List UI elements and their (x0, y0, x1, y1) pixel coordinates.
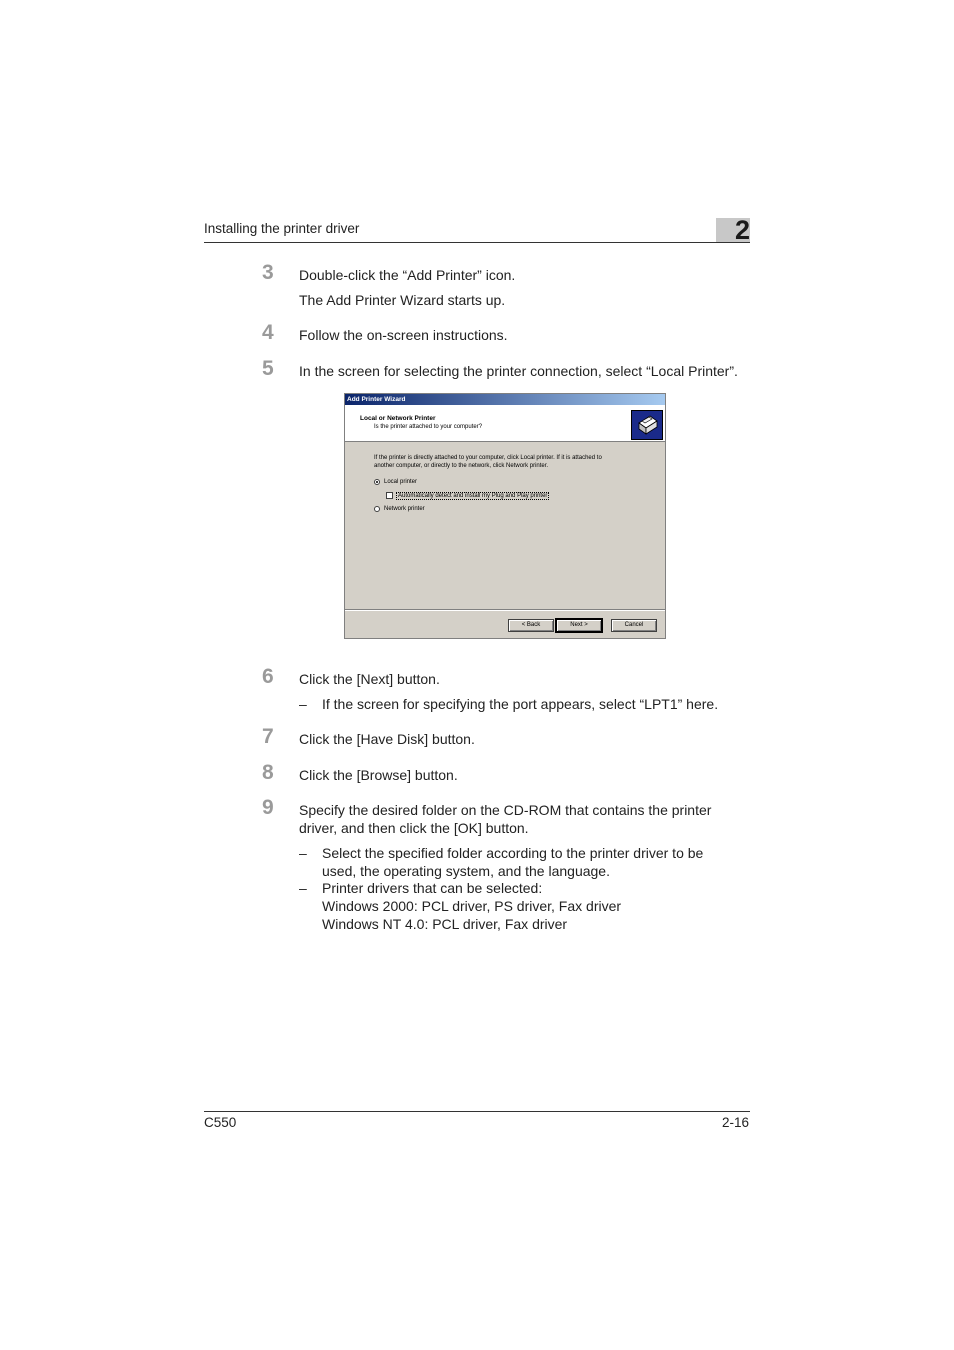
bullet-text: Windows NT 4.0: PCL driver, Fax driver (322, 916, 568, 932)
bullet-text: Select the specified folder according to the printer driver to be (322, 845, 704, 861)
step-text: Click the [Browse] button. (299, 767, 458, 783)
running-header: Installing the printer driver (204, 221, 360, 236)
bullet-text: Printer drivers that can be selected: (322, 880, 543, 896)
next-button[interactable]: Next > (556, 619, 602, 632)
step-number: 8 (262, 761, 274, 784)
dialog-description (374, 454, 654, 470)
step-text: Follow the on-screen instructions. (299, 327, 508, 343)
footer-page-number: 2-16 (721, 1115, 749, 1130)
step-text: Click the [Next] button. (299, 671, 440, 687)
step-number: 5 (262, 357, 274, 380)
description-line: If the printer is directly attached to your computer, click Local printer. If it is attached to (374, 455, 602, 461)
dialog-header (345, 405, 665, 442)
step-number: 4 (262, 321, 274, 344)
local-printer-option[interactable] (374, 479, 417, 485)
printer-icon (631, 410, 663, 440)
back-button[interactable]: < Back (508, 619, 554, 632)
radio-selected-icon[interactable] (374, 479, 380, 485)
network-printer-label: Network printer (384, 506, 425, 512)
dialog-heading: Local or Network Printer (360, 415, 436, 422)
bullet-text: If the screen for specifying the port appears, select “LPT1” here. (322, 696, 719, 712)
bullet-dash: – (299, 696, 307, 712)
header-rule (204, 242, 750, 243)
chapter-number: 2 (734, 215, 750, 245)
dialog-subheading: Is the printer attached to your computer? (374, 424, 483, 430)
step-text: Specify the desired folder on the CD-ROM that contains the printer (299, 802, 712, 818)
add-printer-wizard-dialog (344, 393, 666, 639)
autodetect-option[interactable] (386, 492, 548, 499)
bullet-dash: – (299, 845, 307, 861)
bullet-dash: – (299, 880, 307, 896)
step-text: In the screen for selecting the printer connection, select “Local Printer”. (299, 363, 738, 379)
network-printer-option[interactable] (374, 506, 425, 512)
cancel-button[interactable]: Cancel (611, 619, 657, 632)
footer-rule (204, 1111, 750, 1112)
footer-model: C550 (204, 1115, 237, 1130)
local-printer-label: Local printer (384, 479, 418, 485)
dialog-title-bar: Add Printer Wizard (345, 394, 665, 405)
step-number: 6 (262, 665, 274, 688)
step-number: 3 (262, 261, 274, 284)
step-text: Click the [Have Disk] button. (299, 731, 475, 747)
radio-unselected-icon[interactable] (374, 506, 380, 512)
step-note: The Add Printer Wizard starts up. (299, 292, 506, 308)
bullet-text: Windows 2000: PCL driver, PS driver, Fax driver (322, 898, 622, 914)
dialog-separator (345, 609, 665, 611)
bullet-text: used, the operating system, and the language. (322, 863, 610, 879)
description-line: another computer, or directly to the network, click Network printer. (374, 463, 549, 469)
step-number: 7 (262, 725, 274, 748)
step-text: Double-click the “Add Printer” icon. (299, 267, 516, 283)
autodetect-label: Automatically detect and install my Plug and Play printer (398, 492, 548, 499)
step-number: 9 (262, 796, 274, 819)
checkbox-icon[interactable] (386, 492, 393, 499)
step-text: driver, and then click the [OK] button. (299, 820, 529, 836)
